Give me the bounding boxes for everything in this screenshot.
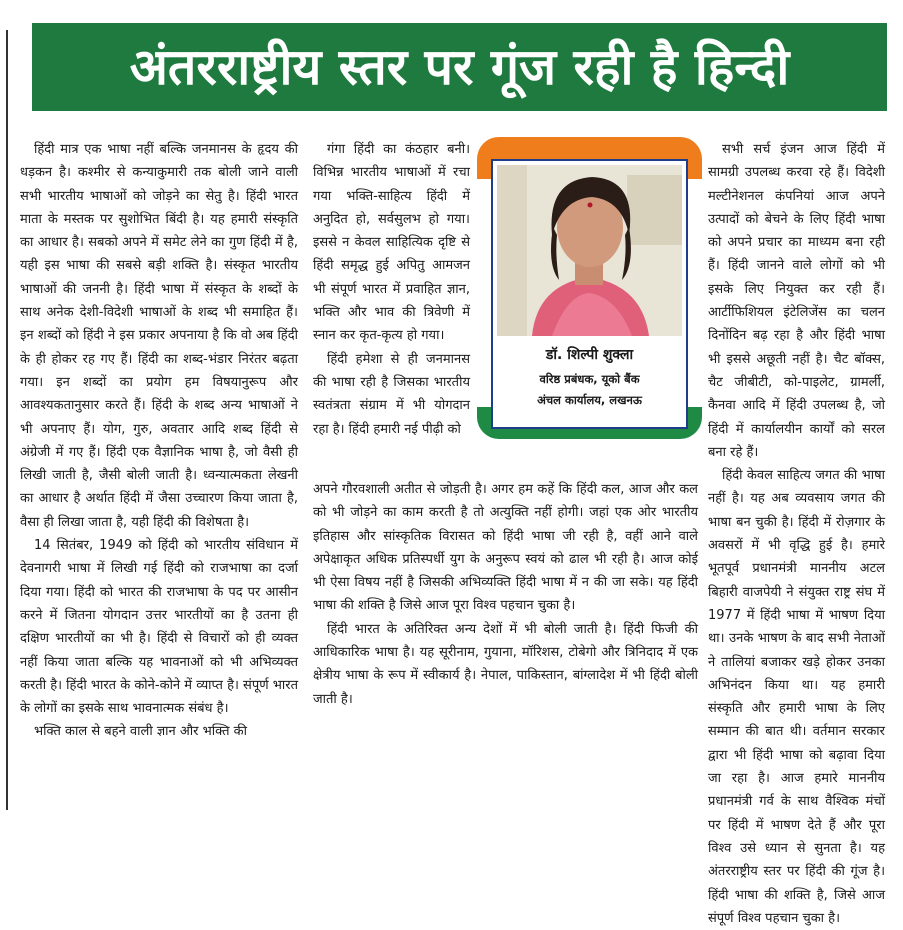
paragraph: गंगा हिंदी का कंठहार बनी। विभिन्न भारतीय भाषाओं में रचा गया भक्ति-साहित्य हिंदी में अनुदित हो, सर्वसुलभ हो गया। इससे न केवल साहित्यिक दृष्टि से हिंदी समृद्ध हुई अपितु आमजन भी संपूर्ण भारत में प्रवाहित ज्ञान, भक्ति और भाव की त्रिवेणी में स्नान कर कृत-कृत्य हो गया। — [313, 142, 470, 344]
paragraph: सभी सर्च इंजन आज हिंदी में सामग्री उपलब्ध करवा रहे हैं। विदेशी मल्टीनेशनल कंपनियां आज अपने उत्पादों को बेचने के लिए हिंदी भाषा को अपने प्रचार का माध्यम बना रही हैं। हिंदी जानने वाले लोगों को भी इसके लिए नियुक्त कर रही हैं। आर्टीफिशियल इंटेलिजेंस का चलन दिनोंदिन बढ़ रहा है और हिंदी भाषा भी इससे अछूती नहीं है। चैट बॉक्स, चैट जीबीटी, को-पाइलेट, ग्रामर्ली, कैनवा आदि में हिंदी उपलब्ध है, जो हिंदी में कार्यालयीन कार्यों को सरल बना रहे हैं। — [708, 142, 885, 460]
designation-line: वरिष्ठ प्रबंधक, यूको बैंक — [539, 372, 640, 386]
author-portrait-image — [497, 165, 682, 336]
paragraph: हिंदी मात्र एक भाषा नहीं बल्कि जनमानस के हृदय की धड़कन है। कश्मीर से कन्याकुमारी तक बोली जाने वाली सभी भारतीय भाषाओं को जोड़ने का सेतु है। हिंदी भारत माता के मस्तक पर सुशोभित बिंदी है। यह हमारी संस्कृति का आधार है। सबको अपने में समेट लेने का गुण हिंदी में है, यही इस भाषा की सबसे बड़ी शक्ति है। संस्कृत भारतीय भाषाओं की जननी है। हिंदी भाषा में संस्कृत के शब्दों के साथ अनेक देशी-विदेशी भाषाओं के शब्द भी समाहित हैं। इन शब्दों को हिंदी ने इस प्रकार अपनाया है कि वो अब हिंदी के ही होकर रह गए हैं। हिंदी का शब्द-भंडार निरंतर बढ़ता गया। इन शब्दों का प्रयोग हम विषयानुरूप और आवश्यकतानुसार करते हैं। हिंदी के शब्द अन्य भाषाओं ने भी अपनाए हैं। योग, गुरु, अवतार आदि शब्द हिंदी से अंग्रेजी में गए हैं। हिंदी एक वैज्ञानिक भाषा है, जो वैसी ही लिखी जाती है, जैसी बोली जाती है। ध्वन्यात्मकता लेखनी का आधार है अर्थात हिंदी में जैसा उच्चारण किया जाता है, वैसा ही लिखा जाता है, यही हिंदी की विशेषता है। — [20, 142, 298, 530]
headline: अंतरराष्ट्रीय स्तर पर गूंज रही है हिन्दी — [129, 38, 790, 96]
author-photo — [497, 165, 682, 336]
paragraph: हिंदी भारत के अतिरिक्त अन्य देशों में भी बोली जाती है। हिंदी फिजी की आधिकारिक भाषा है। यह सूरीनाम, गुयाना, मॉरिशस, टोबेगो और त्रिनिदाद में एक क्षेत्रीय भाषा के रूप में स्वीकार्य है। नेपाल, पाकिस्तान, बांग्लादेश में भी हिंदी बोली जाती है। — [313, 621, 698, 707]
paragraph: भक्ति काल से बहने वाली ज्ञान और भक्ति की — [34, 724, 247, 740]
paragraph: हिंदी केवल साहित्य जगत की भाषा नहीं है। यह अब व्यवसाय जगत की भाषा बन चुकी है। हिंदी में रोज़गार के अवसरों में भी वृद्धि हुई है। हमारे भूतपूर्व प्रधानमंत्री माननीय अटल बिहारी वाजपेयी ने संयुक्त राष्ट्र संघ में 1977 में हिंदी भाषा में भाषण दिया था। उनके भाषण के बाद सभी नेताओं ने तालियां बजाकर खड़े होकर उनका अभिनंदन किया था। यह हमारी संस्कृति और हमारी भाषा के लिए सम्मान की बात थी। वर्तमान सरकार द्वारा भी हिंदी भाषा को बढ़ावा दिया जा रहा है। आज हमारे माननीय प्रधानमंत्री गर्व के साथ वैश्विक मंचों पर हिंदी में भाषण देते हैं और पूरा विश्व उसे ध्यान से सुनता है। यह अंतरराष्ट्रीय स्तर पर हिंदी की गूंज है। हिंदी भाषा की शक्ति है, जिसे आज संपूर्ण विश्व पहचान चुका है। — [708, 468, 885, 926]
paragraph: अपने गौरवशाली अतीत से जोड़ती है। अगर हम कहें कि हिंदी कल, आज और कल को भी जोड़ने का काम करती है तो अत्युक्ति नहीं होगी। जहां एक ओर भारतीय इतिहास और सांस्कृतिक विरासत को हिंदी भाषा जी रही है, वहीं आने वाले अपेक्षाकृत अधिक प्रतिस्पर्धी युग के अनुरूप स्वयं को ढाल भी रही है। आज कोई भी ऐसा विषय नहीं है जिसकी अभिव्यक्ति हिंदी भाषा में न की जा सके। यह हिंदी भाषा की शक्ति है जिसे आज पूरा विश्व पहचान चुका है। — [313, 482, 698, 614]
office-line: अंचल कार्यालय, लखनऊ — [537, 393, 642, 407]
article-column-2 — [313, 138, 470, 441]
author-designation — [493, 369, 686, 411]
author-profile-box — [477, 137, 702, 439]
paragraph: हिंदी हमेशा से ही जनमानस की भाषा रही है जिसका भारतीय स्वतंत्रता संग्राम में भी योगदान रहा है। हिंदी हमारी नई पीढ़ी को — [313, 351, 470, 437]
article-column-2-lower — [313, 478, 698, 711]
author-name: डॉ. शिल्पी शुक्ला — [545, 347, 634, 363]
column-rule — [6, 30, 8, 810]
headline-banner — [32, 23, 887, 111]
author-card — [491, 159, 688, 429]
article-column-1 — [20, 138, 298, 744]
article-column-3 — [708, 138, 885, 930]
paragraph: 14 सितंबर, 1949 को हिंदी को भारतीय संविधान में देवनागरी भाषा में लिखी गई हिंदी को राजभाषा का दर्जा दिया गया। हिंदी को भारत की राजभाषा के पद पर आसीन करने में जितना योगदान उत्तर भारतीयों का है उतना ही दक्षिण भारतीयों का भी है। हिंदी से विचारों को ही व्यक्त नहीं किया जाता बल्कि यह भावनाओं को भी अभिव्यक्त करती है। हिंदी भारत के कोने-कोने में व्याप्त है। संपूर्ण भारत के लोगों का इसके साथ भावनात्मक संबंध है। — [20, 538, 298, 717]
